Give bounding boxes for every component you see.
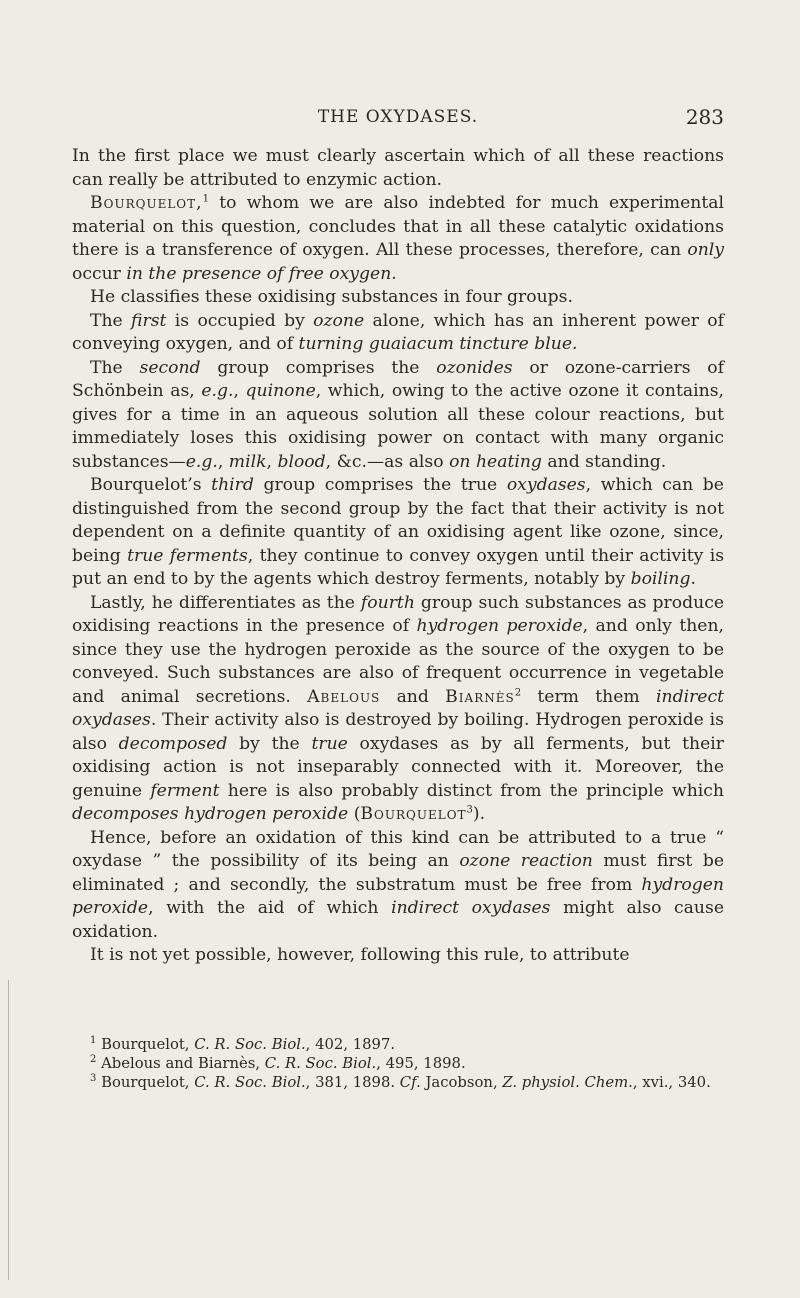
paragraph: Bourquelot,$^1$ to whom we are also indebted for much experimental material on this question, concludes that in all these catalytic oxidations there is a transference of oxygen. All these processes, therefore, can only occur in the presence of free oxygen. — [72, 193, 724, 284]
footnotes — [72, 1035, 724, 1092]
running-header — [72, 107, 724, 133]
running-title: THE OXYDASES. — [317, 107, 479, 127]
page-number: 283 — [685, 105, 724, 129]
footnote-ref: 2 — [514, 686, 522, 698]
footnote-ref: 1 — [202, 193, 209, 205]
body-text — [72, 145, 724, 968]
author-name: Bourquelot, — [90, 193, 203, 213]
paragraph: The first is occupied by ozone alone, which has an inherent power of conveying oxygen, and of turning guaiacum tincture blue. — [72, 310, 724, 354]
paragraph: The second group comprises the ozonides or ozone-carriers of Schönbein as, e.g., quinone, which, owing to the active ozone it contains, gives for a time in an aqueous solution all these colour reactions, but immediately loses this oxidising power on contact with many organic substances—e.g., milk, blood, &c.—as also on heating and standing. — [72, 357, 725, 472]
paragraph: In the first place we must clearly ascertain which of all these reactions can really be attributed to enzymic action. — [72, 146, 724, 190]
paragraph: Lastly, he differentiates as the fourth group such substances as produce oxidising reactions in the presence of hydrogen peroxide, and only then, since they use the hydrogen peroxide as the source of the oxygen to be conveyed. Such substances are also of frequent occurrence in vegetable and animal secretions. Abelous and Biarnès$^2$ term them indirect oxydases. Their activity also is destroyed by boiling. Hydrogen peroxide is also decomposed by the true oxydases as by all ferments, but their oxidising action is not inseparably connected with it. Moreover, the genuine ferment here is also probably distinct from the principle which decomposes hydrogen peroxide (Bourquelot$^3$). — [72, 592, 725, 824]
paragraph: Hence, before an oxidation of this kind can be attributed to a true “ oxydase ” the possibility of its being an ozone reaction must first be eliminated ; and secondly, the substratum must be free from hydrogen peroxide, with the aid of which indirect oxydases might also cause oxidation. — [72, 827, 724, 942]
paragraph: It is not yet possible, however, following this rule, to attribute — [90, 945, 630, 965]
footnote: $^1$ Bourquelot, C. R. Soc. Biol., 402, 1897. — [90, 1035, 396, 1053]
footnote: $^3$ Bourquelot, C. R. Soc. Biol., 381, 1898. Cf. Jacobson, Z. physiol. Chem., xvi., 340. — [90, 1073, 711, 1091]
paragraph: He classifies these oxidising substances in four groups. — [90, 287, 573, 307]
footnote: $^2$ Abelous and Biarnès, C. R. Soc. Biol., 495, 1898. — [90, 1054, 466, 1072]
paragraph: Bourquelot’s third group comprises the true oxydases, which can be distinguished from the second group by the fact that their activity is not dependent on a definite quantity of an oxidising agent like ozone, since, being true ferments, they continue to convey oxygen until their activity is put an end to by the agents which destroy ferments, notably by boiling. — [72, 475, 725, 589]
footnote-ref: 3 — [466, 804, 473, 816]
page-edge-line — [8, 980, 9, 1280]
